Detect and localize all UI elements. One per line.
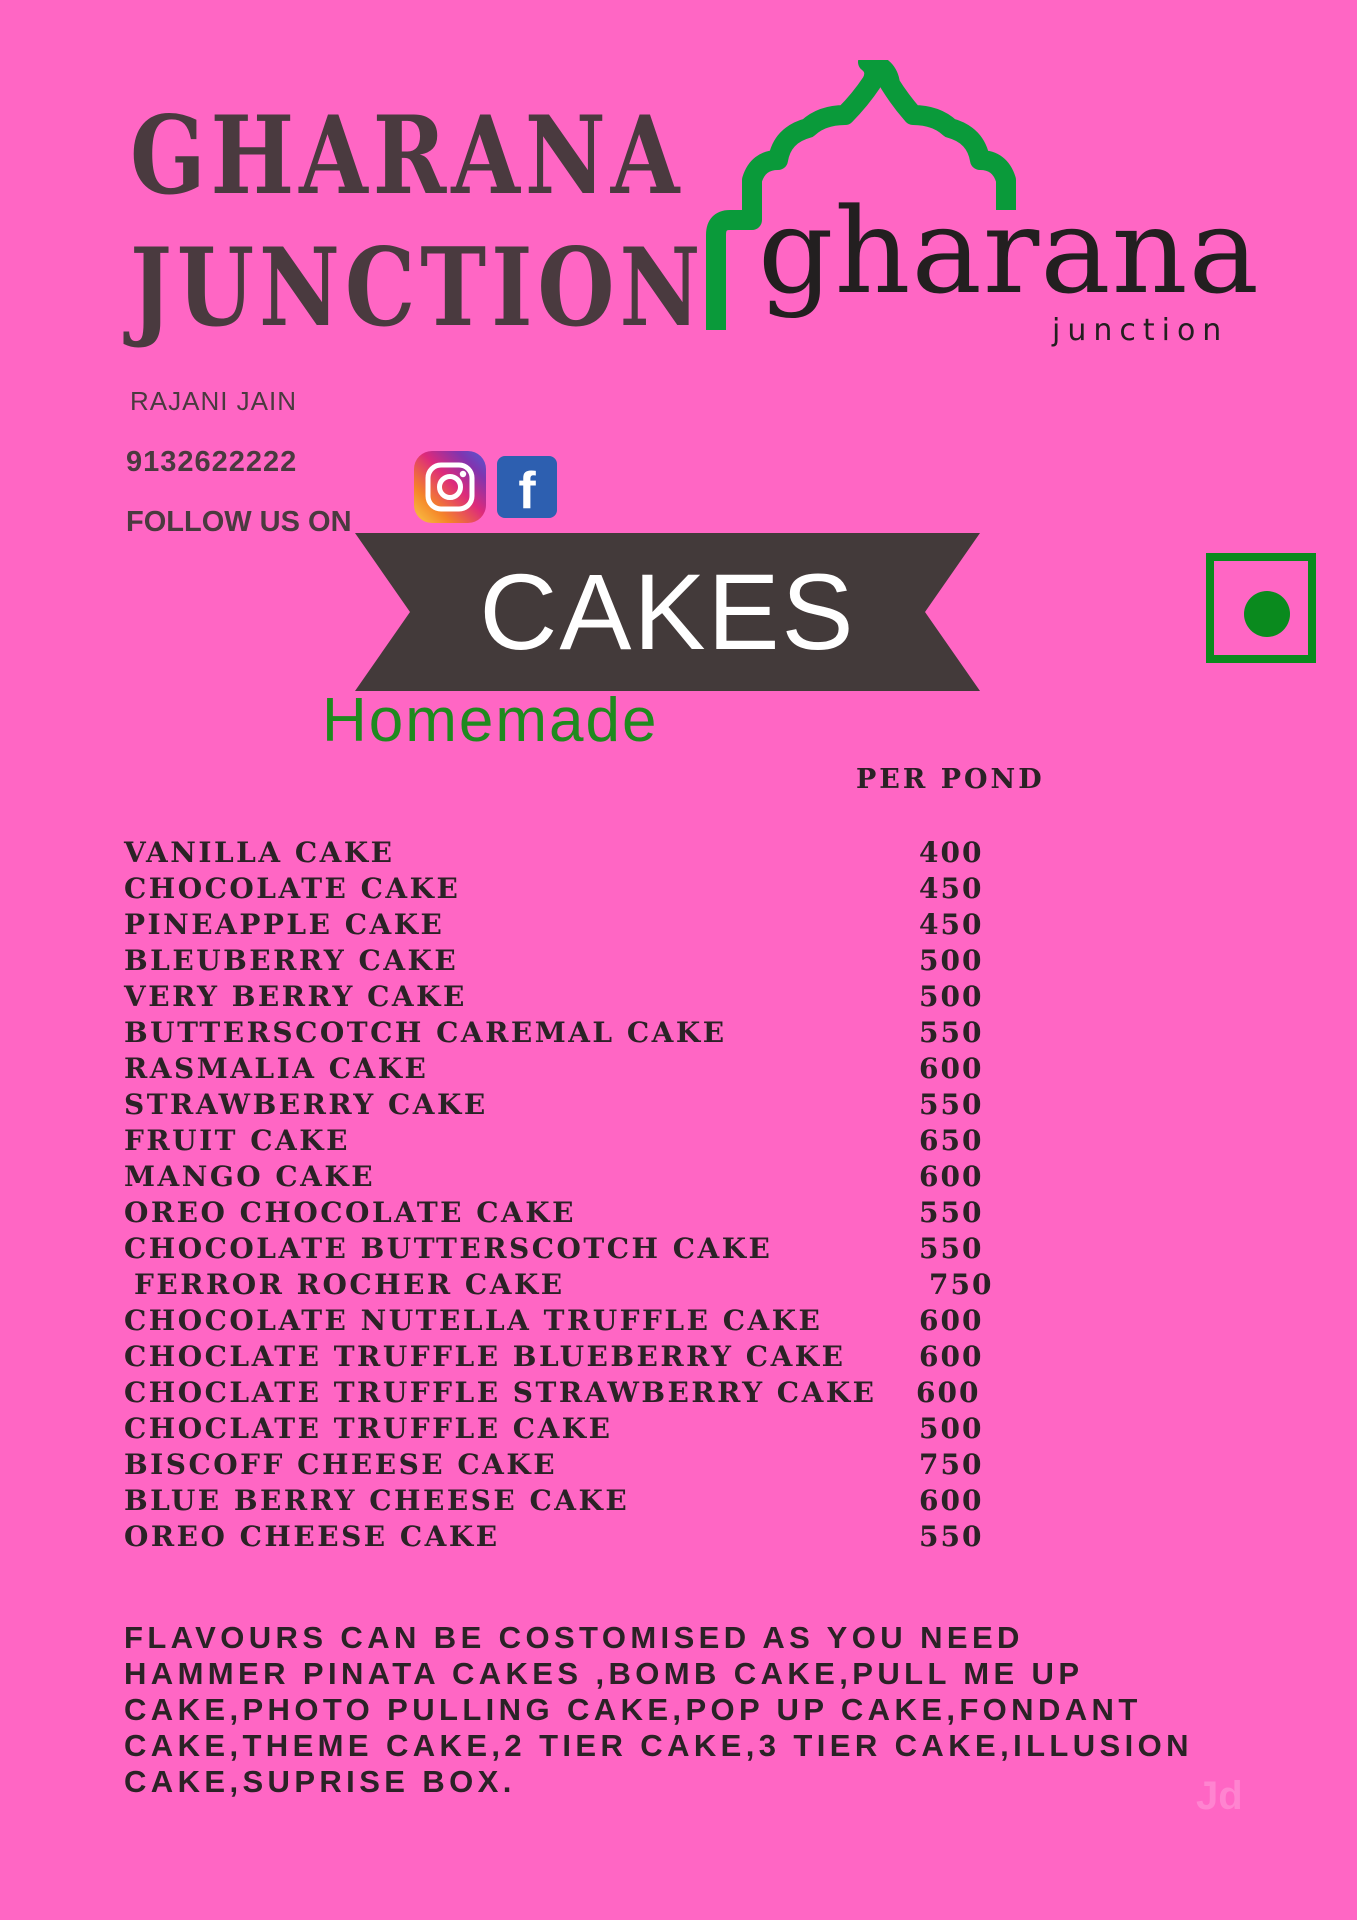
menu-item-name: CHOCLATE TRUFFLE CAKE	[124, 1412, 613, 1445]
menu-item-name: STRAWBERRY CAKE	[124, 1088, 488, 1121]
veg-mark-icon	[1206, 553, 1316, 663]
menu-item	[124, 907, 1024, 943]
menu-item	[124, 1015, 1024, 1051]
menu-item	[124, 871, 1024, 907]
menu-item-name: RASMALIA CAKE	[124, 1052, 429, 1085]
menu-item-price: 750	[919, 1448, 984, 1481]
notes-line: HAMMER PINATA CAKES ,BOMB CAKE,PULL ME UP	[124, 1656, 1084, 1691]
menu-item-price: 600	[919, 1340, 984, 1373]
menu-item	[124, 1411, 1024, 1447]
owner-name: RAJANI JAIN	[130, 386, 298, 416]
facebook-icon[interactable]	[497, 456, 557, 518]
menu-item	[124, 1483, 1024, 1519]
menu-item-name: CHOCOLATE NUTELLA TRUFFLE CAKE	[124, 1304, 823, 1337]
menu-item-price: 450	[919, 908, 984, 941]
menu-item-name: OREO CHOCOLATE CAKE	[124, 1196, 576, 1229]
menu-item-name: BLEUBERRY CAKE	[124, 944, 459, 977]
instagram-icon[interactable]	[414, 451, 486, 523]
menu-item-price: 500	[919, 1412, 984, 1445]
notes-line: FLAVOURS CAN BE COSTOMISED AS YOU NEED	[124, 1620, 1024, 1655]
phone-number: 9132622222	[126, 446, 298, 478]
gharana-logo	[700, 60, 1300, 350]
menu-item	[124, 1375, 1024, 1411]
veg-dot	[1244, 591, 1290, 637]
menu-item-price: 600	[919, 1304, 984, 1337]
menu-item-name: OREO CHEESE CAKE	[124, 1520, 500, 1553]
brand-title	[130, 90, 705, 354]
custom-cake-notes	[124, 1620, 1244, 1800]
menu-item-price: 450	[919, 872, 984, 905]
facebook-glyph: f	[518, 462, 536, 518]
subtitle-homemade: Homemade	[322, 686, 659, 755]
menu-item-name: BUTTERSCOTCH CAREMAL CAKE	[124, 1016, 727, 1049]
menu-item-price: 650	[919, 1124, 984, 1157]
menu-item	[124, 1087, 1024, 1123]
menu-item	[124, 1447, 1024, 1483]
menu-item-name: FERROR ROCHER CAKE	[134, 1268, 565, 1301]
menu-item-price: 550	[919, 1232, 984, 1265]
menu-item	[124, 1339, 1024, 1375]
cake-menu-list	[124, 835, 1024, 1555]
menu-item	[124, 979, 1024, 1015]
menu-item-name: PINEAPPLE CAKE	[124, 908, 445, 941]
follow-label: FOLLOW US ON	[126, 506, 352, 538]
menu-item-price: 550	[919, 1016, 984, 1049]
notes-line: CAKE,PHOTO PULLING CAKE,POP UP CAKE,FONDANT	[124, 1692, 1142, 1727]
brand-title-line2: JUNCTION	[130, 225, 706, 351]
menu-item-price: 550	[919, 1520, 984, 1553]
notes-line: CAKE,THEME CAKE,2 TIER CAKE,3 TIER CAKE,ILLUSION	[124, 1728, 1193, 1763]
menu-item-name: CHOCOLATE BUTTERSCOTCH CAKE	[124, 1232, 773, 1265]
menu-item-price: 600	[919, 1484, 984, 1517]
menu-item	[124, 1231, 1024, 1267]
logo-wordmark: gharana	[758, 182, 1260, 320]
menu-item	[124, 943, 1024, 979]
menu-item-price: 600	[919, 1052, 984, 1085]
menu-item-name: BLUE BERRY CHEESE CAKE	[124, 1484, 630, 1517]
menu-item-name: CHOCOLATE CAKE	[124, 872, 461, 905]
menu-item	[124, 1267, 1024, 1303]
menu-item-price: 550	[919, 1088, 984, 1121]
menu-item-name: BISCOFF CHEESE CAKE	[124, 1448, 558, 1481]
menu-item	[124, 1303, 1024, 1339]
notes-line: CAKE,SUPRISE BOX.	[124, 1764, 516, 1799]
menu-item	[124, 1123, 1024, 1159]
logo-subtext: junction	[1052, 313, 1229, 348]
menu-item-price: 550	[919, 1196, 984, 1229]
menu-item-price: 500	[919, 980, 984, 1013]
menu-item-name: VANILLA CAKE	[124, 836, 395, 869]
banner-label: CAKES	[479, 551, 856, 672]
menu-item-name: FRUIT CAKE	[124, 1124, 350, 1157]
menu-item-price: 400	[919, 836, 984, 869]
menu-item-price: 750	[929, 1268, 994, 1301]
menu-item	[124, 1051, 1024, 1087]
menu-item	[124, 1519, 1024, 1555]
brand-title-line1: GHARANA	[130, 93, 685, 219]
menu-item-name: CHOCLATE TRUFFLE STRAWBERRY CAKE	[124, 1376, 877, 1409]
menu-item	[124, 1195, 1024, 1231]
menu-item	[124, 835, 1024, 871]
jd-watermark: Jd	[1196, 1774, 1243, 1818]
price-column-header: PER POND	[856, 764, 1045, 795]
menu-item-name: MANGO CAKE	[124, 1160, 376, 1193]
menu-item	[124, 1159, 1024, 1195]
menu-item-name: CHOCLATE TRUFFLE BLUEBERRY CAKE	[124, 1340, 846, 1373]
menu-item-price: 600	[919, 1160, 984, 1193]
menu-item-price: 500	[919, 944, 984, 977]
menu-item-price: 600	[916, 1376, 981, 1409]
menu-item-name: VERY BERRY CAKE	[124, 980, 467, 1013]
